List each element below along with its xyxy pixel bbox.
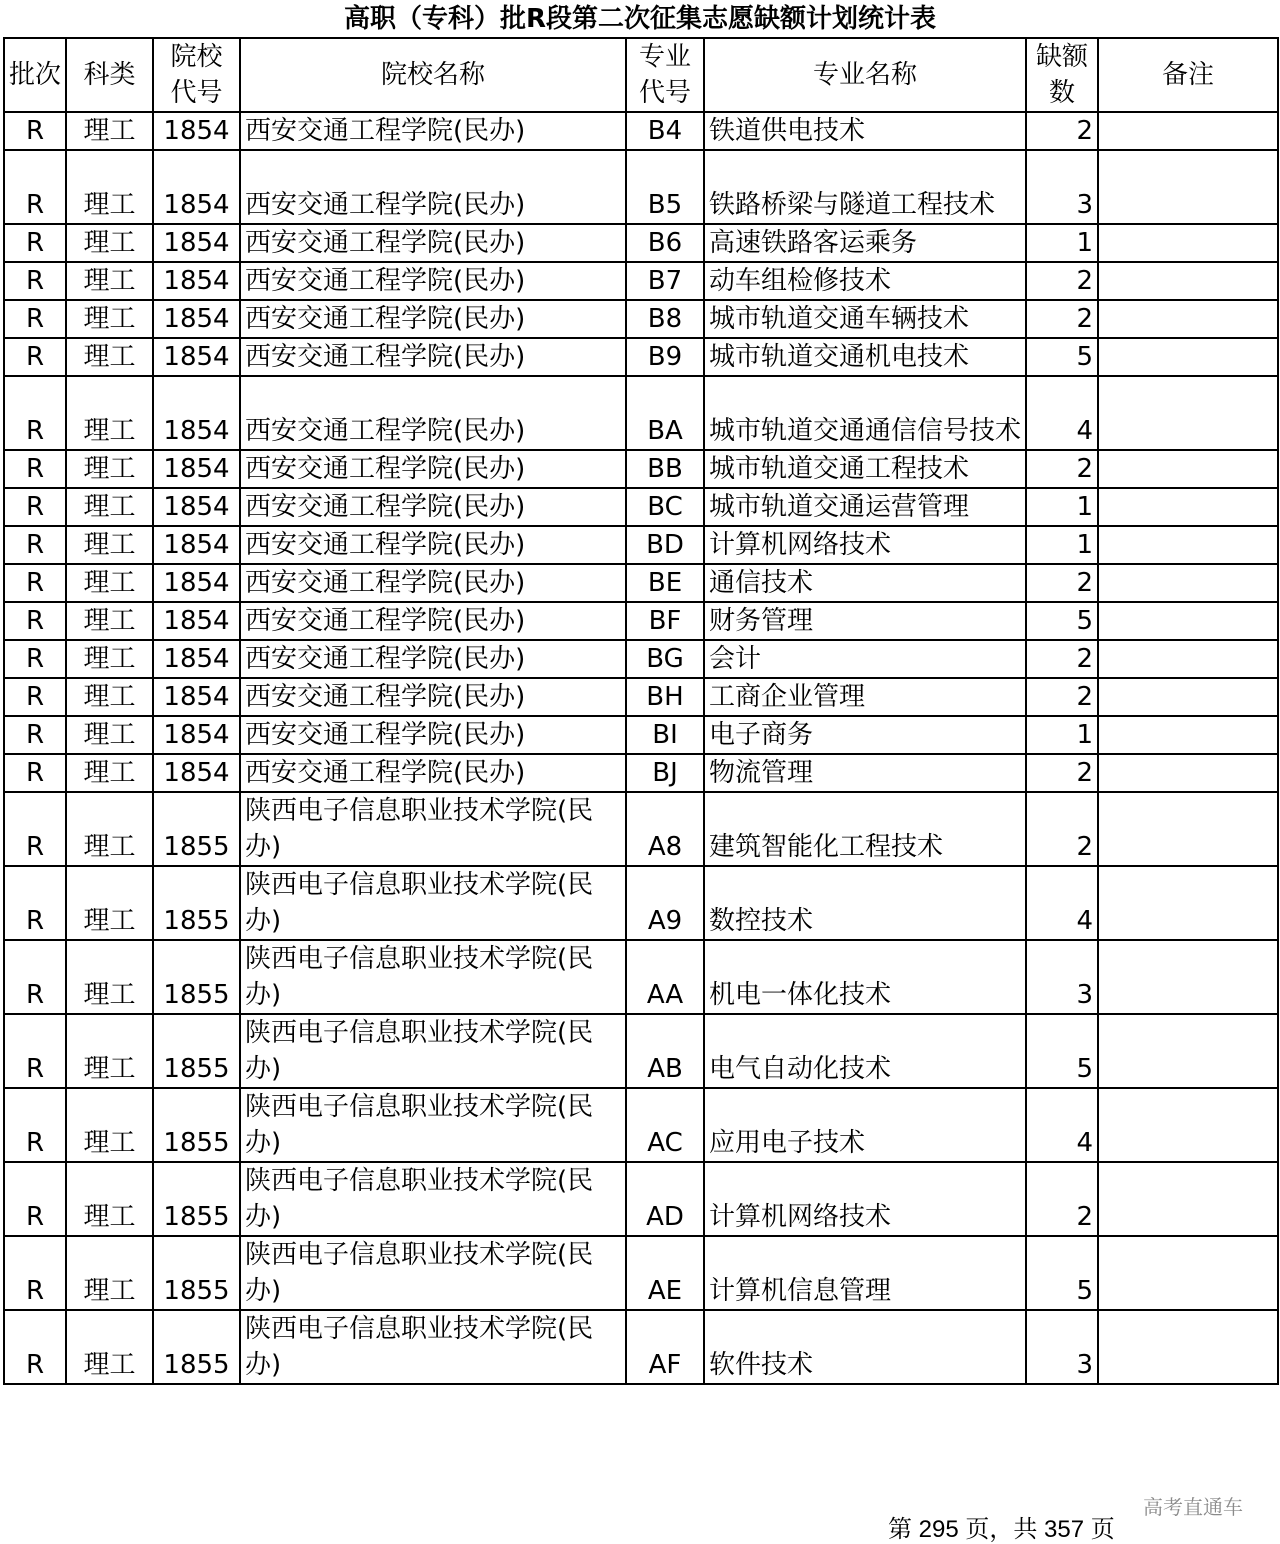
cell-school-name: 西安交通工程学院(民办) (240, 450, 626, 488)
cell-major-name: 电气自动化技术 (704, 1014, 1026, 1088)
cell-major-code: AB (626, 1014, 704, 1088)
page-footer: 第 295 页，共 357 页 (888, 1516, 1115, 1543)
cell-remark (1098, 1162, 1278, 1236)
cell-vacancy: 2 (1026, 112, 1098, 150)
cell-batch: R (4, 940, 66, 1014)
table-row (4, 150, 1278, 224)
cell-batch: R (4, 678, 66, 716)
header-school-code: 院校代号 (153, 38, 240, 112)
header-batch: 批次 (4, 38, 66, 112)
cell-category: 理工 (66, 716, 153, 754)
cell-vacancy: 4 (1026, 866, 1098, 940)
cell-school-code: 1854 (153, 376, 240, 450)
cell-school-name: 陕西电子信息职业技术学院(民办) (240, 1014, 626, 1088)
cell-school-name: 西安交通工程学院(民办) (240, 338, 626, 376)
cell-major-code: BI (626, 716, 704, 754)
cell-vacancy: 2 (1026, 262, 1098, 300)
cell-major-name: 城市轨道交通工程技术 (704, 450, 1026, 488)
cell-school-code: 1854 (153, 450, 240, 488)
cell-school-code: 1855 (153, 1236, 240, 1310)
cell-vacancy: 5 (1026, 1014, 1098, 1088)
cell-vacancy: 4 (1026, 1088, 1098, 1162)
cell-major-code: AC (626, 1088, 704, 1162)
cell-vacancy: 5 (1026, 338, 1098, 376)
cell-major-code: B6 (626, 224, 704, 262)
cell-vacancy: 5 (1026, 602, 1098, 640)
cell-vacancy: 3 (1026, 150, 1098, 224)
cell-category: 理工 (66, 754, 153, 792)
cell-batch: R (4, 450, 66, 488)
cell-major-code: BA (626, 376, 704, 450)
cell-school-name: 西安交通工程学院(民办) (240, 640, 626, 678)
cell-school-name: 陕西电子信息职业技术学院(民办) (240, 1310, 626, 1384)
header-category: 科类 (66, 38, 153, 112)
cell-batch: R (4, 224, 66, 262)
cell-remark (1098, 488, 1278, 526)
table-row (4, 526, 1278, 564)
cell-major-code: BH (626, 678, 704, 716)
table-row (4, 112, 1278, 150)
cell-school-code: 1854 (153, 564, 240, 602)
cell-school-code: 1854 (153, 224, 240, 262)
cell-major-name: 物流管理 (704, 754, 1026, 792)
cell-remark (1098, 1236, 1278, 1310)
cell-school-name: 陕西电子信息职业技术学院(民办) (240, 866, 626, 940)
cell-major-code: BD (626, 526, 704, 564)
cell-major-name: 城市轨道交通通信信号技术 (704, 376, 1026, 450)
cell-batch: R (4, 526, 66, 564)
cell-batch: R (4, 150, 66, 224)
cell-vacancy: 2 (1026, 564, 1098, 602)
cell-major-code: B7 (626, 262, 704, 300)
cell-remark (1098, 338, 1278, 376)
cell-remark (1098, 1310, 1278, 1384)
header-major-name: 专业名称 (704, 38, 1026, 112)
cell-remark (1098, 754, 1278, 792)
table-row (4, 678, 1278, 716)
cell-batch: R (4, 1310, 66, 1384)
cell-category: 理工 (66, 678, 153, 716)
cell-school-name: 西安交通工程学院(民办) (240, 376, 626, 450)
cell-vacancy: 2 (1026, 300, 1098, 338)
cell-category: 理工 (66, 488, 153, 526)
cell-school-name: 西安交通工程学院(民办) (240, 150, 626, 224)
cell-remark (1098, 526, 1278, 564)
cell-major-code: BB (626, 450, 704, 488)
cell-category: 理工 (66, 564, 153, 602)
cell-category: 理工 (66, 112, 153, 150)
cell-vacancy: 1 (1026, 716, 1098, 754)
cell-major-code: AF (626, 1310, 704, 1384)
cell-major-name: 数控技术 (704, 866, 1026, 940)
cell-school-code: 1854 (153, 678, 240, 716)
cell-major-code: B4 (626, 112, 704, 150)
cell-remark (1098, 940, 1278, 1014)
header-row (4, 38, 1278, 112)
cell-major-code: BG (626, 640, 704, 678)
page-title: 高职（专科）批R段第二次征集志愿缺额计划统计表 (343, 4, 937, 34)
table-row (4, 376, 1278, 450)
cell-major-code: BC (626, 488, 704, 526)
cell-school-code: 1854 (153, 716, 240, 754)
cell-major-name: 城市轨道交通机电技术 (704, 338, 1026, 376)
cell-category: 理工 (66, 940, 153, 1014)
table-row (4, 866, 1278, 940)
cell-vacancy: 2 (1026, 640, 1098, 678)
cell-vacancy: 1 (1026, 488, 1098, 526)
cell-vacancy: 5 (1026, 1236, 1098, 1310)
cell-category: 理工 (66, 224, 153, 262)
cell-school-name: 西安交通工程学院(民办) (240, 716, 626, 754)
cell-category: 理工 (66, 338, 153, 376)
table-row (4, 940, 1278, 1014)
cell-vacancy: 2 (1026, 792, 1098, 866)
cell-category: 理工 (66, 792, 153, 866)
cell-remark (1098, 640, 1278, 678)
cell-major-name: 软件技术 (704, 1310, 1026, 1384)
cell-major-name: 会计 (704, 640, 1026, 678)
cell-remark (1098, 300, 1278, 338)
cell-school-code: 1854 (153, 150, 240, 224)
cell-school-code: 1855 (153, 792, 240, 866)
table-row (4, 792, 1278, 866)
cell-vacancy: 2 (1026, 1162, 1098, 1236)
cell-school-code: 1854 (153, 338, 240, 376)
cell-school-name: 西安交通工程学院(民办) (240, 262, 626, 300)
cell-school-code: 1854 (153, 488, 240, 526)
cell-major-code: AA (626, 940, 704, 1014)
cell-remark (1098, 1014, 1278, 1088)
cell-remark (1098, 150, 1278, 224)
cell-batch: R (4, 1088, 66, 1162)
cell-category: 理工 (66, 150, 153, 224)
cell-major-code: BJ (626, 754, 704, 792)
cell-category: 理工 (66, 640, 153, 678)
cell-remark (1098, 112, 1278, 150)
cell-school-name: 陕西电子信息职业技术学院(民办) (240, 1088, 626, 1162)
cell-major-name: 动车组检修技术 (704, 262, 1026, 300)
cell-school-code: 1855 (153, 940, 240, 1014)
cell-category: 理工 (66, 376, 153, 450)
cell-major-name: 城市轨道交通运营管理 (704, 488, 1026, 526)
cell-batch: R (4, 640, 66, 678)
cell-school-name: 西安交通工程学院(民办) (240, 526, 626, 564)
cell-batch: R (4, 112, 66, 150)
cell-batch: R (4, 716, 66, 754)
cell-school-name: 西安交通工程学院(民办) (240, 112, 626, 150)
cell-batch: R (4, 866, 66, 940)
cell-category: 理工 (66, 602, 153, 640)
table-row (4, 338, 1278, 376)
cell-batch: R (4, 1162, 66, 1236)
cell-major-code: B9 (626, 338, 704, 376)
cell-batch: R (4, 1236, 66, 1310)
table-row (4, 488, 1278, 526)
cell-major-name: 通信技术 (704, 564, 1026, 602)
cell-major-code: A8 (626, 792, 704, 866)
cell-batch: R (4, 754, 66, 792)
cell-school-code: 1854 (153, 754, 240, 792)
cell-remark (1098, 376, 1278, 450)
table-row (4, 640, 1278, 678)
table-row (4, 754, 1278, 792)
cell-vacancy: 1 (1026, 224, 1098, 262)
cell-vacancy: 1 (1026, 526, 1098, 564)
header-major-code: 专业代号 (626, 38, 704, 112)
cell-major-name: 城市轨道交通车辆技术 (704, 300, 1026, 338)
cell-school-name: 西安交通工程学院(民办) (240, 300, 626, 338)
cell-school-name: 西安交通工程学院(民办) (240, 754, 626, 792)
cell-school-code: 1855 (153, 1014, 240, 1088)
cell-school-code: 1854 (153, 300, 240, 338)
cell-remark (1098, 792, 1278, 866)
cell-vacancy: 3 (1026, 940, 1098, 1014)
cell-remark (1098, 564, 1278, 602)
cell-major-name: 计算机网络技术 (704, 1162, 1026, 1236)
table-row (4, 224, 1278, 262)
table-row (4, 1088, 1278, 1162)
cell-school-code: 1854 (153, 112, 240, 150)
cell-major-name: 财务管理 (704, 602, 1026, 640)
cell-batch: R (4, 338, 66, 376)
cell-remark (1098, 678, 1278, 716)
cell-category: 理工 (66, 300, 153, 338)
cell-school-name: 陕西电子信息职业技术学院(民办) (240, 792, 626, 866)
cell-major-name: 机电一体化技术 (704, 940, 1026, 1014)
cell-vacancy: 2 (1026, 678, 1098, 716)
cell-major-name: 建筑智能化工程技术 (704, 792, 1026, 866)
cell-school-code: 1854 (153, 602, 240, 640)
cell-school-name: 陕西电子信息职业技术学院(民办) (240, 940, 626, 1014)
cell-vacancy: 3 (1026, 1310, 1098, 1384)
cell-school-code: 1855 (153, 1088, 240, 1162)
vacancy-table (3, 37, 1279, 1385)
table-row (4, 1236, 1278, 1310)
cell-category: 理工 (66, 866, 153, 940)
table-row (4, 1310, 1278, 1384)
cell-remark (1098, 602, 1278, 640)
cell-school-name: 西安交通工程学院(民办) (240, 678, 626, 716)
cell-major-name: 应用电子技术 (704, 1088, 1026, 1162)
table-row (4, 1162, 1278, 1236)
table-row (4, 564, 1278, 602)
cell-remark (1098, 866, 1278, 940)
cell-major-name: 电子商务 (704, 716, 1026, 754)
cell-major-name: 计算机网络技术 (704, 526, 1026, 564)
header-school-name: 院校名称 (240, 38, 626, 112)
cell-remark (1098, 224, 1278, 262)
cell-major-code: AE (626, 1236, 704, 1310)
table-row (4, 602, 1278, 640)
cell-category: 理工 (66, 1310, 153, 1384)
cell-major-code: BE (626, 564, 704, 602)
cell-category: 理工 (66, 450, 153, 488)
cell-batch: R (4, 300, 66, 338)
cell-batch: R (4, 1014, 66, 1088)
cell-school-code: 1855 (153, 1162, 240, 1236)
watermark: 高考直通车 (1143, 1495, 1243, 1519)
header-remark: 备注 (1098, 38, 1278, 112)
cell-remark (1098, 450, 1278, 488)
cell-school-name: 西安交通工程学院(民办) (240, 224, 626, 262)
cell-major-name: 工商企业管理 (704, 678, 1026, 716)
cell-remark (1098, 1088, 1278, 1162)
cell-school-code: 1854 (153, 262, 240, 300)
cell-school-code: 1855 (153, 1310, 240, 1384)
cell-category: 理工 (66, 1088, 153, 1162)
cell-batch: R (4, 262, 66, 300)
cell-school-code: 1854 (153, 640, 240, 678)
cell-remark (1098, 716, 1278, 754)
cell-major-name: 铁路桥梁与隧道工程技术 (704, 150, 1026, 224)
cell-category: 理工 (66, 1236, 153, 1310)
cell-major-name: 计算机信息管理 (704, 1236, 1026, 1310)
table-row (4, 1014, 1278, 1088)
cell-major-code: A9 (626, 866, 704, 940)
cell-major-name: 铁道供电技术 (704, 112, 1026, 150)
cell-school-code: 1854 (153, 526, 240, 564)
cell-major-name: 高速铁路客运乘务 (704, 224, 1026, 262)
cell-category: 理工 (66, 1014, 153, 1088)
cell-vacancy: 2 (1026, 450, 1098, 488)
cell-batch: R (4, 488, 66, 526)
cell-batch: R (4, 602, 66, 640)
cell-batch: R (4, 376, 66, 450)
cell-vacancy: 2 (1026, 754, 1098, 792)
table-row (4, 300, 1278, 338)
table-row (4, 716, 1278, 754)
cell-batch: R (4, 564, 66, 602)
cell-category: 理工 (66, 1162, 153, 1236)
cell-vacancy: 4 (1026, 376, 1098, 450)
cell-batch: R (4, 792, 66, 866)
cell-school-name: 西安交通工程学院(民办) (240, 602, 626, 640)
cell-school-name: 陕西电子信息职业技术学院(民办) (240, 1162, 626, 1236)
cell-category: 理工 (66, 526, 153, 564)
cell-school-code: 1855 (153, 866, 240, 940)
cell-major-code: AD (626, 1162, 704, 1236)
table-row (4, 262, 1278, 300)
cell-category: 理工 (66, 262, 153, 300)
cell-school-name: 陕西电子信息职业技术学院(民办) (240, 1236, 626, 1310)
header-vacancy: 缺额数 (1026, 38, 1098, 112)
cell-major-code: B5 (626, 150, 704, 224)
cell-remark (1098, 262, 1278, 300)
cell-school-name: 西安交通工程学院(民办) (240, 488, 626, 526)
table-row (4, 450, 1278, 488)
cell-school-name: 西安交通工程学院(民办) (240, 564, 626, 602)
cell-major-code: BF (626, 602, 704, 640)
cell-major-code: B8 (626, 300, 704, 338)
